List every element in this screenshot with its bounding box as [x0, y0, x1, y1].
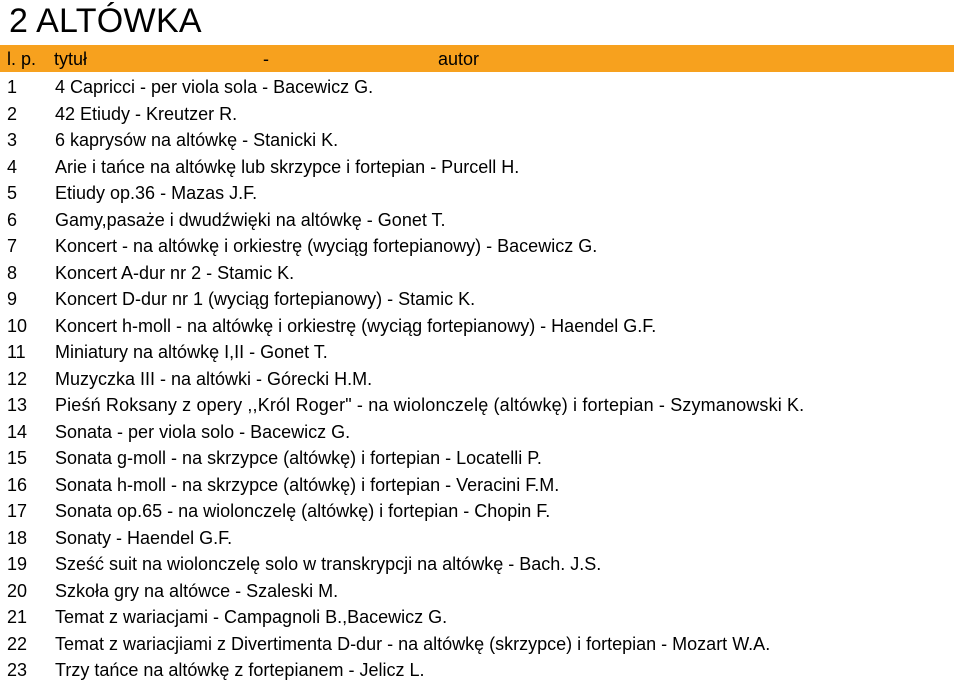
row-number: 18 — [7, 527, 28, 548]
table-row — [0, 313, 960, 340]
row-number: 13 — [7, 395, 28, 415]
row-number: 1 — [7, 77, 18, 97]
row-text: Gamy,pasaże i dwudźwięki na altówkę - Gonet T. — [55, 209, 446, 230]
row-text: 6 kaprysów na altówkę - Stanicki K. — [55, 130, 339, 150]
table-row — [0, 260, 960, 287]
row-text: Koncert A-dur nr 2 - Stamic K. — [55, 262, 295, 283]
row-text: Sonata g-moll - na skrzypce (altówkę) i fortepian - Locatelli P. — [55, 448, 542, 468]
page-title: 2 ALTÓWKA — [9, 2, 202, 40]
row-number: 14 — [7, 421, 28, 442]
row-number: 12 — [7, 368, 28, 389]
row-number: 23 — [7, 660, 28, 680]
row-number: 3 — [7, 130, 18, 150]
table-row — [0, 604, 960, 631]
table-row — [0, 127, 960, 154]
header-lp: l. p. — [7, 49, 37, 69]
row-text: Temat z wariacjiami z Divertimenta D-dur - na altówkę (skrzypce) i fortepian - Mozart W.A. — [55, 633, 771, 654]
table-row — [0, 101, 960, 128]
table-row — [0, 578, 960, 605]
table-row — [0, 419, 960, 446]
row-text: Koncert D-dur nr 1 (wyciąg fortepianowy) - Stamic K. — [55, 289, 476, 309]
table-row — [0, 498, 960, 525]
table-row — [0, 445, 960, 472]
header-tytul: tytuł — [54, 49, 88, 69]
table-header — [0, 45, 954, 72]
row-text: 42 Etiudy - Kreutzer R. — [55, 103, 238, 124]
row-number: 8 — [7, 262, 18, 283]
row-number: 6 — [7, 209, 18, 230]
row-text: Arie i tańce na altówkę lub skrzypce i fortepian - Purcell H. — [55, 156, 520, 177]
table-row — [0, 339, 960, 366]
row-text: Trzy tańce na altówkę z fortepianem - Jelicz L. — [55, 660, 425, 680]
row-number: 22 — [7, 633, 28, 654]
row-text: Sześć suit na wiolonczelę solo w transkrypcji na altówkę - Bach. J.S. — [55, 554, 602, 574]
row-text: Muzyczka III - na altówki - Górecki H.M. — [55, 368, 373, 389]
table-row — [0, 74, 960, 101]
row-text: Sonata - per viola solo - Bacewicz G. — [55, 421, 351, 442]
table-row — [0, 233, 960, 260]
row-number: 16 — [7, 474, 28, 495]
row-text: Etiudy op.36 - Mazas J.F. — [55, 183, 258, 203]
row-text: Koncert h-moll - na altówkę i orkiestrę (wyciąg fortepianowy) - Haendel G.F. — [55, 315, 657, 336]
row-number: 10 — [7, 315, 28, 336]
table-row — [0, 180, 960, 207]
row-number: 20 — [7, 580, 28, 601]
header-dash: - — [263, 49, 269, 69]
row-number: 11 — [7, 342, 26, 362]
row-text: Sonaty - Haendel G.F. — [55, 527, 233, 548]
row-number: 19 — [7, 554, 28, 574]
row-number: 17 — [7, 501, 28, 521]
table-row — [0, 366, 960, 393]
row-number: 7 — [7, 236, 18, 256]
table-row — [0, 207, 960, 234]
row-text: Koncert - na altówkę i orkiestrę (wyciąg fortepianowy) - Bacewicz G. — [55, 236, 598, 256]
row-number: 2 — [7, 103, 18, 124]
row-text: Temat z wariacjami - Campagnoli B.,Bacewicz G. — [55, 607, 448, 627]
table-row — [0, 657, 960, 684]
table-row — [0, 631, 960, 658]
header-autor: autor — [438, 49, 480, 69]
row-text: 4 Capricci - per viola sola - Bacewicz G. — [55, 77, 374, 97]
repertoire-list — [0, 74, 960, 684]
table-row — [0, 525, 960, 552]
table-row — [0, 154, 960, 181]
row-number: 21 — [7, 607, 28, 627]
row-number: 9 — [7, 289, 18, 309]
row-number: 5 — [7, 183, 18, 203]
row-text: Sonata h-moll - na skrzypce (altówkę) i fortepian - Veracini F.M. — [55, 474, 560, 495]
row-text: Miniatury na altówkę I,II - Gonet T. — [55, 342, 328, 362]
row-number: 15 — [7, 448, 28, 468]
row-text: Pieśń Roksany z opery ,,Król Roger" - na wiolonczelę (altówkę) i fortepian - Szymanowski K. — [55, 395, 805, 415]
row-text: Szkoła gry na altówce - Szaleski M. — [55, 580, 339, 601]
table-row — [0, 551, 960, 578]
table-row — [0, 286, 960, 313]
table-row — [0, 392, 960, 419]
row-text: Sonata op.65 - na wiolonczelę (altówkę) i fortepian - Chopin F. — [55, 501, 551, 521]
row-number: 4 — [7, 156, 18, 177]
table-row — [0, 472, 960, 499]
